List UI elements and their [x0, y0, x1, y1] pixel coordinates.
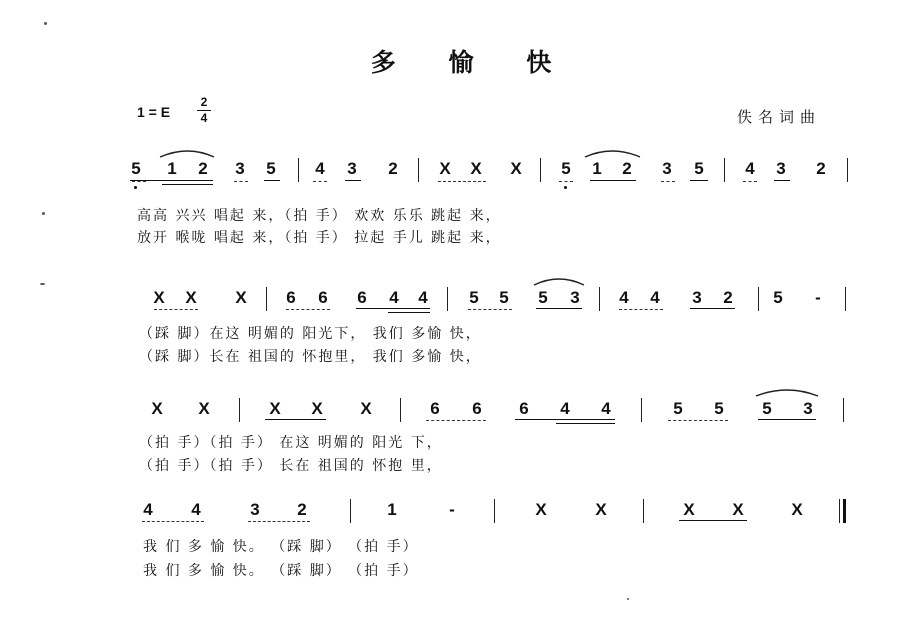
note-digit: 6: [318, 288, 328, 307]
note-digit: 2: [622, 159, 632, 178]
clap-note: X: [683, 500, 695, 519]
note-digit: 1: [592, 159, 602, 178]
sustain-dash: -: [449, 500, 455, 519]
lyric-line-8: 我 们 多 愉 快。 （踩 脚） （拍 手）: [143, 563, 419, 579]
clap-note: X: [151, 399, 163, 418]
note-digit: 2: [388, 159, 398, 178]
note-digit: 4: [191, 500, 201, 519]
note-digit: 3: [250, 500, 260, 519]
lyric-line-5: （拍 手）（拍 手） 在这 明媚的 阳光 下，: [139, 435, 443, 451]
note-digit: 3: [347, 159, 357, 178]
note-digit: 4: [619, 288, 629, 307]
note-digit: 5: [561, 159, 571, 178]
note-digit: 2: [297, 500, 307, 519]
clap-note: X: [235, 288, 247, 307]
note-digit: 2: [816, 159, 826, 178]
note-digit: 1: [167, 159, 177, 178]
clap-note: X: [470, 159, 482, 178]
clap-note: X: [153, 288, 165, 307]
lyric-line-1: 高高 兴兴 唱起 来，（拍 手） 欢欢 乐乐 跳起 来，: [137, 208, 502, 224]
clap-note: X: [535, 500, 547, 519]
note-digit: 5: [266, 159, 276, 178]
composer-credit: 佚名词曲: [737, 108, 822, 126]
note-digit: 5: [538, 288, 548, 307]
sustain-dash: -: [815, 288, 821, 307]
clap-note: X: [311, 399, 323, 418]
page-title: 多 愉 快: [370, 48, 574, 77]
note-digit: 6: [430, 399, 440, 418]
clap-note: X: [198, 399, 210, 418]
lyric-line-6: （拍 手）（拍 手） 长在 祖国的 怀抱 里，: [139, 458, 443, 474]
note-digit: 2: [723, 288, 733, 307]
note-digit: 3: [776, 159, 786, 178]
clap-note: X: [360, 399, 372, 418]
note-digit: 6: [357, 288, 367, 307]
note-digit: 3: [570, 288, 580, 307]
note-digit: 2: [198, 159, 208, 178]
note-digit: 4: [745, 159, 755, 178]
note-digit: 5: [773, 288, 783, 307]
lyric-line-4: （踩 脚）长在 祖国的 怀抱里， 我们 多愉 快，: [139, 349, 482, 365]
lyric-line-7: 我 们 多 愉 快。 （踩 脚） （拍 手）: [143, 539, 419, 555]
note-digit: 4: [601, 399, 611, 418]
note-digit: 4: [389, 288, 399, 307]
note-digit: 6: [286, 288, 296, 307]
note-digit: 4: [315, 159, 325, 178]
lyric-line-2: 放开 喉咙 唱起 来，（拍 手） 拉起 手儿 跳起 来，: [137, 230, 502, 246]
key-signature: 1 = E: [137, 104, 171, 120]
time-signature-bottom: 4: [200, 111, 208, 125]
clap-note: X: [185, 288, 197, 307]
note-digit: 4: [560, 399, 570, 418]
clap-note: X: [510, 159, 522, 178]
lyric-line-3: （踩 脚）在这 明媚的 阳光下， 我们 多愉 快，: [139, 326, 482, 342]
note-digit: 3: [662, 159, 672, 178]
time-signature-top: 2: [200, 95, 208, 109]
clap-note: X: [595, 500, 607, 519]
clap-note: X: [269, 399, 281, 418]
note-digit: 5: [762, 399, 772, 418]
note-digit: 5: [131, 159, 141, 178]
note-digit: 3: [692, 288, 702, 307]
clap-note: X: [732, 500, 744, 519]
note-digit: 5: [469, 288, 479, 307]
note-digit: 3: [803, 399, 813, 418]
note-digit: 4: [418, 288, 428, 307]
clap-note: X: [439, 159, 451, 178]
note-digit: 6: [519, 399, 529, 418]
note-digit: 3: [235, 159, 245, 178]
note-digit: 5: [499, 288, 509, 307]
note-digit: 5: [673, 399, 683, 418]
note-digit: 4: [650, 288, 660, 307]
note-digit: 4: [143, 500, 153, 519]
clap-note: X: [791, 500, 803, 519]
note-digit: 6: [472, 399, 482, 418]
note-digit: 5: [694, 159, 704, 178]
note-digit: 5: [714, 399, 724, 418]
note-digit: 1: [387, 500, 397, 519]
